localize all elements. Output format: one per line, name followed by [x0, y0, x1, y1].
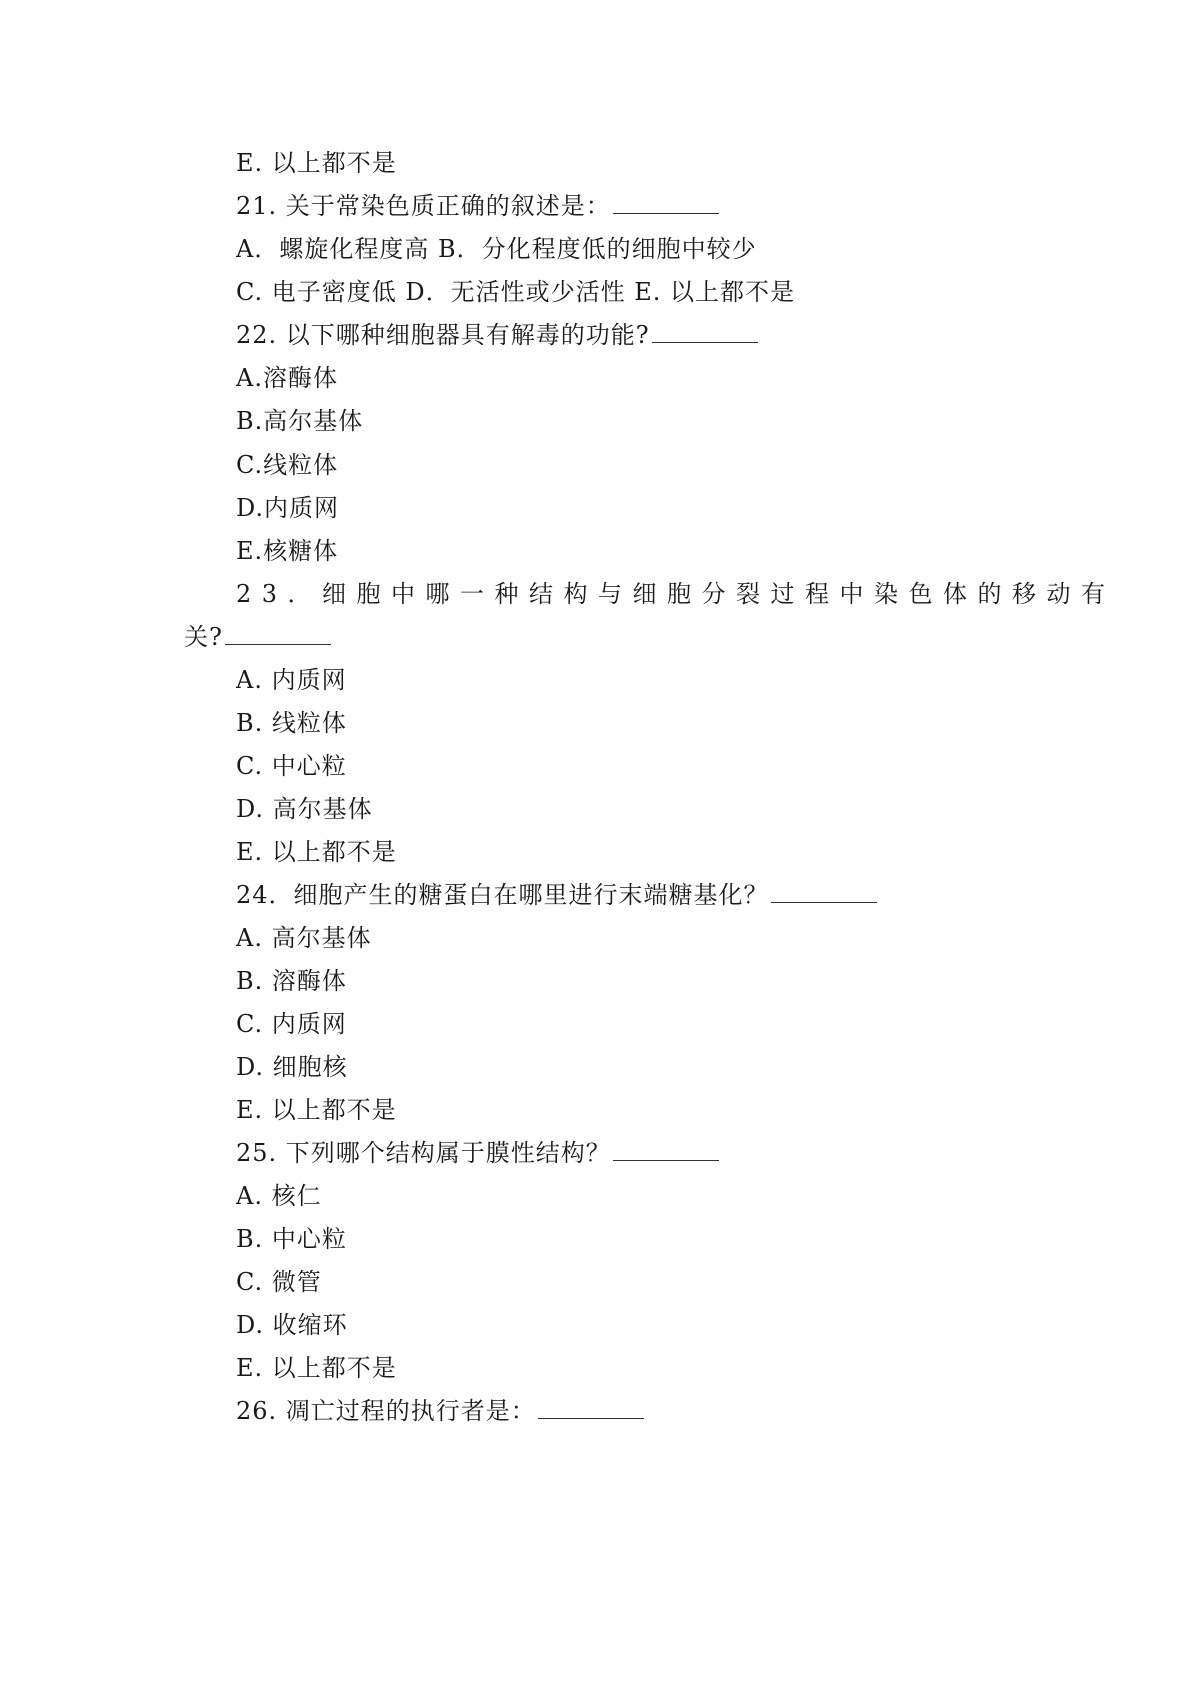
text-line: B. 溶酶体 — [236, 967, 347, 995]
text-line: A.溶酶体 — [236, 364, 338, 392]
text-line: B. 中心粒 — [236, 1225, 347, 1253]
text-line: C.线粒体 — [236, 451, 339, 479]
text-line: E. 以上都不是 — [236, 1354, 397, 1382]
text-line: D.内质网 — [236, 494, 340, 522]
text-line: C. 电子密度低 D．无活性或少活性 E. 以上都不是 — [236, 278, 796, 306]
answer-blank — [613, 191, 719, 214]
answer-blank — [225, 622, 331, 645]
answer-blank — [538, 1396, 644, 1419]
text-line: A. 高尔基体 — [236, 924, 372, 952]
text-line: E. 以上都不是 — [236, 1096, 397, 1124]
text-line: A. 内质网 — [236, 666, 347, 694]
question-21: 21. 关于常染色质正确的叙述是： — [236, 191, 719, 221]
text-line: D. 高尔基体 — [236, 795, 373, 823]
question-25: 25. 下列哪个结构属于膜性结构？ — [236, 1138, 719, 1168]
text-line: D. 细胞核 — [236, 1053, 348, 1081]
text-line: B. 线粒体 — [236, 709, 347, 737]
answer-blank — [613, 1138, 719, 1161]
question-23: 23．细胞中哪一种结构与细胞分裂过程中染色体的移动有 — [236, 580, 1116, 608]
text-line: C. 内质网 — [236, 1010, 347, 1038]
text-line: A．螺旋化程度高 B．分化程度低的细胞中较少 — [236, 235, 757, 263]
question-24: 24．细胞产生的糖蛋白在哪里进行末端糖基化？ — [236, 880, 877, 910]
question-23-continued: 关? — [184, 622, 331, 652]
text-line: C. 微管 — [236, 1268, 322, 1296]
text-line: E. 以上都不是 — [236, 838, 397, 866]
text-line: C. 中心粒 — [236, 752, 347, 780]
text-line: A. 核仁 — [236, 1182, 322, 1210]
question-26: 26. 凋亡过程的执行者是： — [236, 1396, 644, 1426]
text-line: B.高尔基体 — [236, 407, 364, 435]
answer-blank — [771, 880, 877, 903]
text-line: E.核糖体 — [236, 537, 339, 565]
text-line: D. 收缩环 — [236, 1311, 348, 1339]
text-line: E. 以上都不是 — [236, 149, 397, 177]
answer-blank — [652, 320, 758, 343]
question-22: 22. 以下哪种细胞器具有解毒的功能? — [236, 320, 758, 350]
